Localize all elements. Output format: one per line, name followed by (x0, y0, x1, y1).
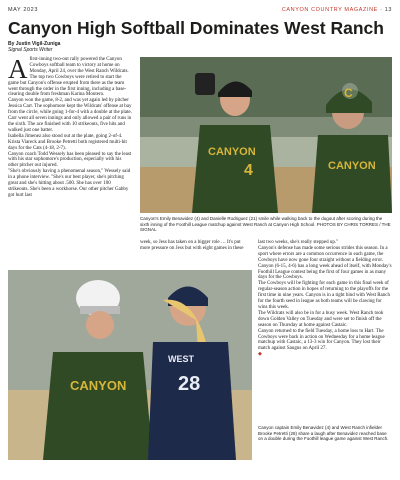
jersey-text-west: WEST (168, 354, 194, 364)
end-mark: ◆ (258, 352, 262, 358)
paragraph: Canyon returned to the field Tuesday, a home loss to Hart. The Cowboys were back in action on Wednesday for a home league matchup with Castaic, a 13-3 win for Canyon. They lost their match against Saugus on April 27. (258, 328, 385, 352)
paragraph: last two weeks, she's really stepped up." (258, 240, 339, 245)
paragraph: Canyon (6-15, 4-6) has a long week ahead of itself, with Monday's Foothill League contest being the first of four games in as many days for the Cowboys. (258, 263, 392, 281)
paragraph: Canyon's defense has made some serious strides this season. In a sport where errors are a common occurrence in each game, the Cowboys have now gone four straight without a fielding error. (258, 245, 388, 263)
issue-date: MAY 2023 (8, 7, 38, 13)
photo-bottom-illustration (8, 270, 252, 460)
section-title: CANYON COUNTRY MAGAZINE (281, 7, 378, 13)
paragraph: week, so Jess has taken on a bigger role … It's put more pressure on Jess but with eight games in these (140, 240, 244, 251)
paragraph: The Cowboys will be fighting for each game in this final week of regular-season action in hopes of returning to the playoffs for the first time in nine years. Canyon is in a tight bind with West Ranch for the fourth seed in league as both teams will be clawing for wins this week. (258, 281, 390, 310)
paragraph: The top two Cowboys were retired to start the game but Canyon's offense erupted from there as the team went through the order in the first inning, including a base-clearing double from freshman Karina Montero. (8, 74, 127, 98)
caption-bottom: Canyon captain Emily Benavidez (4) and West Ranch infielder Brooke Petretti (28) share a laugh after Benavidez reached base on a double during the Foothill league game against West Ranch. (258, 425, 389, 442)
author: By Justin Vigil-Zuniga (8, 41, 61, 47)
paragraph: Krista Viareck and Brooke Petretti both registered multi-hit days for the Cats (4-18, 2-7). (8, 139, 127, 151)
article-column-1 (8, 54, 132, 199)
jersey-text-canyon-right: CANYON (328, 160, 376, 172)
helmet-letter: C (344, 86, 353, 100)
photo-bottom (8, 270, 252, 460)
paragraph: "She's obviously having a phenomenal season," Wessely said in a phone interview. "She's our best player, she's pitching great and she's hitting about .500. She has over 100 strikeouts. She's been a workhorse. Our other pitcher Gabby got hurt last (8, 169, 131, 198)
drop-cap: A (8, 54, 28, 84)
byline (8, 41, 60, 53)
paragraph: Isabella Jimenez also stood out at the plate, going 2-of-4. (8, 133, 123, 139)
header-separator: · (380, 7, 383, 13)
paragraph: Canyon won the game, 8-2, and was yet again led by pitcher Jessica Carr. The sophomore kept the Wildcats' offense at bay from the circle, while going 1-for-4 with a double at the plate. (8, 98, 132, 116)
page-header (8, 4, 392, 16)
photo-top (140, 57, 392, 213)
paragraph: The Wildcats will also be in for a busy week. West Ranch took down Golden Valley on Tuesday and were set to finish off the season on Thursday at home against Castaic. (258, 310, 384, 328)
jersey-number-28: 28 (178, 373, 201, 395)
article-column-2 (140, 240, 252, 252)
headline: Canyon High Softball Dominates West Ranch (8, 18, 384, 38)
paragraph: Canyon coach Todd Wessely has been pleased to say the least with his star sophomore's production, especially with his other pitcher out injured. (8, 151, 132, 169)
paragraph: first-inning two-out rally powered the Canyon Cowboys softball team to victory at home on Monday, April 24, over the West Ranch Wildcats. (29, 57, 129, 74)
jersey-number-4: 4 (244, 162, 253, 179)
jersey-text-canyon-bottom: CANYON (70, 378, 127, 393)
photo-top-illustration (140, 57, 392, 213)
caption-top: Canyon's Emily Benavidez (4) and Danielle Rodriguez (21) smile while walking back to the dugout after scoring during the sixth inning of the Foothill League matchup against West Ranch at Canyon High School. PHOTOS BY CHRIS TORRES / THE SIGNAL (140, 216, 391, 233)
author-role: Signal Sports Writer (8, 47, 53, 53)
article-column-3 (258, 240, 392, 358)
paragraph: Carr went all seven innings and only allowed a pair of runs in the sixth. The ace finished with 10 strikeouts, five hits and walked just one batter. (8, 116, 132, 133)
page-number: 13 (384, 7, 392, 13)
jersey-text-canyon: CANYON (208, 146, 256, 158)
section-name (282, 7, 392, 13)
